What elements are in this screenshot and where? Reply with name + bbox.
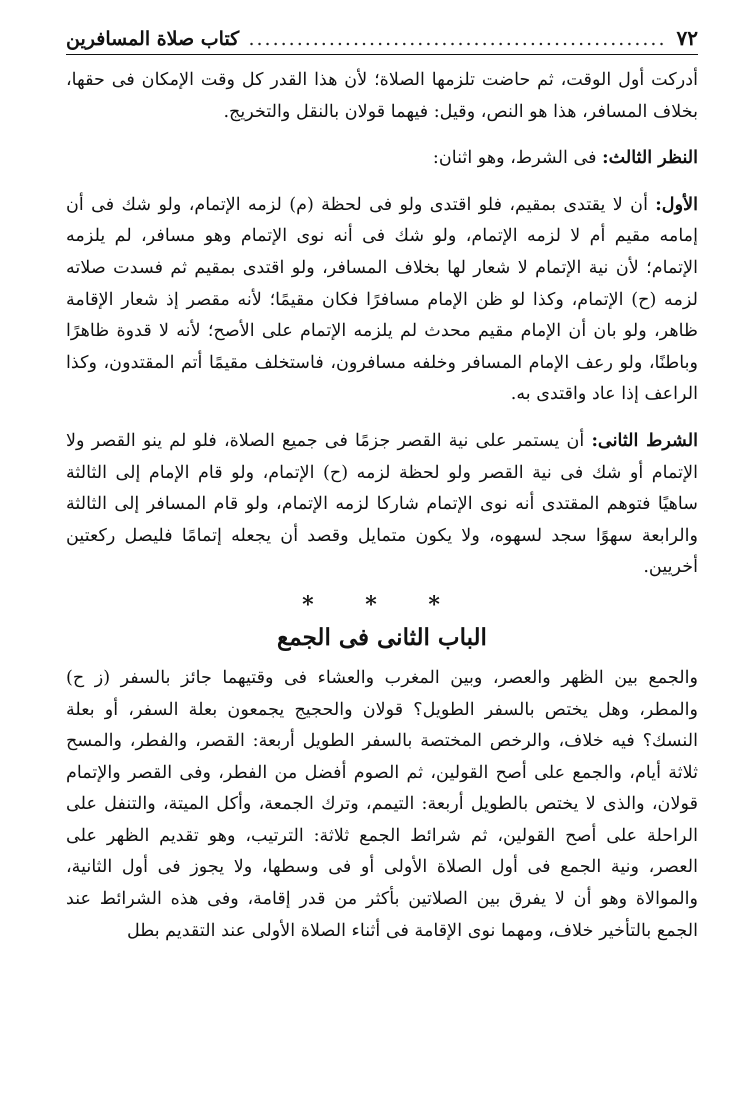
paragraph-text: فى الشرط، وهو اثنان: [432, 148, 603, 169]
section-separator: * * * [302, 591, 462, 618]
page-number: ٧٢ [676, 26, 698, 50]
section-heading: الباب الثانى فى الجمع [277, 623, 487, 651]
paragraph-combining-prayers [66, 663, 698, 947]
paragraph-lead: الأول: [655, 193, 698, 215]
paragraph-text: أن يستمر على نية القصر جزمًا فى جميع الصلاة، فلو لم ينو القصر ولا الإتمام أو شك فى نية القصر ولو لحظة لزمه (ح) الإتمام، ولو قام الإمام إلى الثالثة ساهيًا فتوهم المقتدى أنه نوى الإتمام شاركا لزمه الإتمام، ولو قام المسافر إلى الثالثة والرابعة سهوًا سجد لسهوه، ولا يكون متمايل وقصد أن يجعله إتمامًا فليصل ركعتين أخريين. [66, 430, 698, 578]
running-title: كتاب صلاة المسافرين [66, 28, 240, 50]
paragraph-lead: الشرط الثانى: [591, 429, 698, 451]
dotted-leader [249, 28, 666, 50]
paragraph-lead: النظر الثالث: [602, 147, 698, 169]
paragraph-text: أن لا يقتدى بمقيم، فلو اقتدى ولو فى لحظة (م) لزمه الإتمام، ولو شك فى أن إمامه مقيم أم لا لزمه الإتمام، ولو شك فى أنه نوى الإتمام وهو مسافر، لم يلزمه الإتمام؛ لأن نية الإتمام لا شعار لها بخلاف المسافر، ولو اقتدى بمقيم ثم فسدت صلاته لزمه (ح) الإتمام، وكذا لو ظن الإمام مسافرًا فكان مقيمًا؛ لأنه مقصر إذ شعار الإقامة ظاهر، ولو بان أن الإمام مقيم محدث لم يلزمه الإتمام على الأصح؛ لأنه لا قدوة ظاهرًا وباطنًا، ولو رعف الإمام المسافر وخلفه مسافرون، فاستخلف مقيمًا أتم المقتدون، وكذا الراعف إذا عاد واقتدى به. [66, 194, 698, 405]
paragraph-text: والجمع بين الظهر والعصر، وبين المغرب والعشاء فى وقتيهما جائز بالسفر (ز ح) والمطر، وهل يختص بالسفر الطويل؟ قولان والحجيج يجمعون بعلة السفر، أو بعلة النسك؟ فيه خلاف، والرخص المختصة بالسفر الطويل أربعة: القصر، والفطر، والمسح ثلاثة أيام، والجمع على أصح القولين، ثم الصوم أفضل من الفطر، وفى القصر والإتمام قولان، والذى لا يختص بالطويل أربعة: التيمم، وترك الجمعة، وأكل الميتة، والتنفل على الراحلة على أصح القولين، ثم شرائط الجمع ثلاثة: الترتيب، وهو تقديم الظهر على العصر، ونية الجمع فى أول الصلاة الأولى أو فى وسطها، ولا يجوز فى أول الثانية، والموالاة وهو أن لا يفرق بين الصلاتين بأكثر من قدر إقامة، وفى هذه الشرائط عند الجمع بالتأخير خلاف، ومهما نوى الإقامة فى أثناء الصلاة الأولى عند التقديم بطل [66, 667, 698, 941]
paragraph-continuation [66, 65, 698, 128]
header-rule [66, 54, 698, 55]
paragraph-text: أدركت أول الوقت، ثم حاضت تلزمها الصلاة؛ لأن هذا القدر كل وقت الإمكان فى حقها، بخلاف المسافر، هذا هو النص، وقيل: فيهما قولان بالنقل والتخريج. [66, 70, 698, 122]
paragraph-first-condition [66, 189, 698, 411]
paragraph-second-condition [66, 425, 698, 584]
running-header [66, 26, 698, 50]
paragraph-third-section [66, 142, 698, 175]
